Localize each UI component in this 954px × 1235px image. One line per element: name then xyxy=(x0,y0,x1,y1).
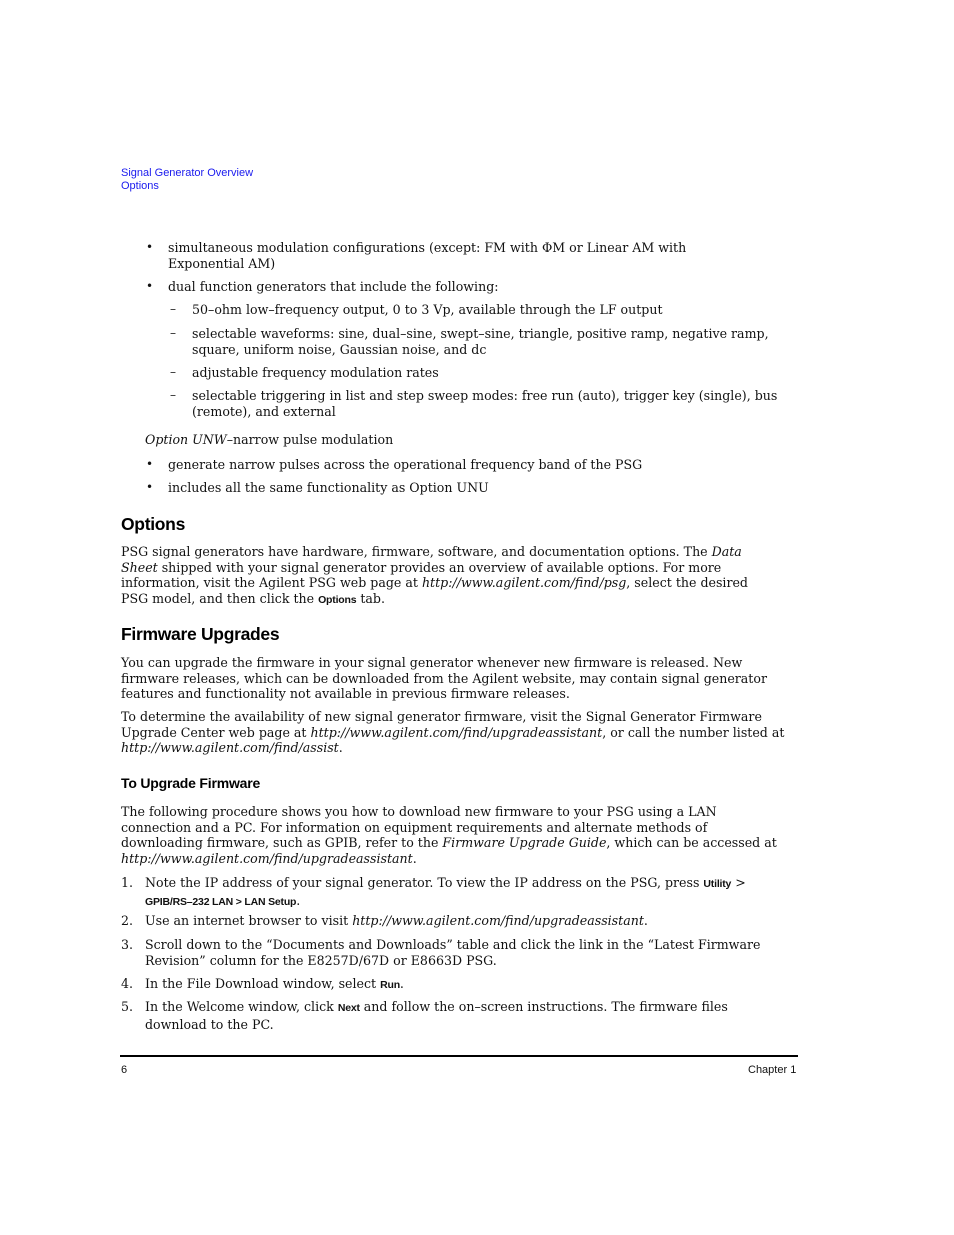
bullet-marker: • xyxy=(146,457,154,471)
step-5: In the Welcome window, click Next and follow the on–screen instructions. The firmware files download to the PC. xyxy=(145,999,728,1032)
utility-key: Utility xyxy=(703,878,732,890)
assist-link[interactable]: http://www.agilent.com/find/assist xyxy=(121,740,339,756)
breadcrumb-section-link[interactable]: Options xyxy=(121,180,159,192)
gpib-rs232-lan-key: GPIB/RS–232 LAN xyxy=(145,895,234,908)
upgrade-intro-paragraph: The following procedure shows you how to download new firmware to your PSG using a LAN connection and a PC. For information on equipment requirements and alternate methods of downloading firmware, such as GPIB, refer to the Firmware Upgrade Guide, which can be accessed at http://www.agilent.com/find/upgradeassistant. xyxy=(121,804,777,866)
step-number: 5. xyxy=(121,999,134,1014)
sub-list-item: selectable waveforms: sine, dual–sine, swept–sine, triangle, positive ramp, negative ramp, square, uniform noise, Gaussian noise, and dc xyxy=(192,326,769,357)
sub-list-item: selectable triggering in list and step sweep modes: free run (auto), trigger key (single), bus (remote), and external xyxy=(192,388,778,419)
list-item: includes all the same functionality as Option UNU xyxy=(168,480,489,495)
list-item: dual function generators that include the following: xyxy=(168,279,499,294)
step-2: Use an internet browser to visit http://www.agilent.com/find/upgradeassistant. xyxy=(145,913,648,928)
psg-web-link[interactable]: http://www.agilent.com/find/psg xyxy=(421,575,627,591)
list-item: simultaneous modulation configurations (except: FM with ΦM or Linear AM with Exponential AM) xyxy=(168,240,687,271)
step-3: Scroll down to the “Documents and Downloads” table and click the link in the “Latest Firmware Revision” column for the E8257D/67D or E8663D PSG. xyxy=(145,937,761,968)
options-paragraph: PSG signal generators have hardware, firmware, software, and documentation options. The Data Sheet shipped with your signal generator provides an overview of available options. For more information, visit the Agilent PSG web page at http://www.agilent.com/find/psg, select the desired PSG model, and then click the Options tab. xyxy=(121,544,748,606)
dash-marker: – xyxy=(170,388,176,402)
page-number: 6 xyxy=(121,1064,128,1076)
step-number: 4. xyxy=(121,976,134,991)
breadcrumb-chapter-link[interactable]: Signal Generator Overview xyxy=(121,167,254,179)
list-item: generate narrow pulses across the operational frequency band of the PSG xyxy=(168,457,643,472)
next-key: Next xyxy=(337,1002,360,1014)
chapter-label: Chapter 1 xyxy=(748,1064,797,1076)
step-4: In the File Download window, select Run. xyxy=(145,976,404,991)
upgrade-assistant-link[interactable]: http://www.agilent.com/find/upgradeassistant xyxy=(352,913,644,928)
data-sheet-ref: Data Sheet xyxy=(121,544,742,575)
bullet-marker: • xyxy=(146,279,154,293)
lan-setup-key: LAN Setup xyxy=(244,895,297,908)
sub-list-item: adjustable frequency modulation rates xyxy=(192,365,439,380)
options-heading: Options xyxy=(121,514,186,534)
to-upgrade-firmware-heading: To Upgrade Firmware xyxy=(121,775,261,791)
bullet-marker: • xyxy=(146,240,154,254)
sub-list-item: 50–ohm low–frequency output, 0 to 3 Vp, available through the LF output xyxy=(192,302,663,317)
step-1: Note the IP address of your signal generator. To view the IP address on the PSG, press Utility > GPIB/RS–232 LAN > LAN Setup. xyxy=(145,875,746,908)
breadcrumb xyxy=(121,167,253,193)
step-number: 1. xyxy=(121,875,134,890)
firmware-upgrade-guide-ref: Firmware Upgrade Guide xyxy=(442,835,607,851)
option-unw-line xyxy=(145,432,785,448)
firmware-paragraph-1: You can upgrade the firmware in your signal generator whenever new firmware is released. New firmware releases, which can be downloaded from the Agilent website, may contain signal generator features and functionality not available in previous firmware releases. xyxy=(121,655,767,702)
firmware-upgrades-heading: Firmware Upgrades xyxy=(121,624,280,644)
step-number: 3. xyxy=(121,937,134,952)
run-key: Run xyxy=(380,979,400,991)
footer-divider xyxy=(120,1055,798,1057)
option-unw-label: Option UNW xyxy=(145,432,227,447)
dash-marker: – xyxy=(170,326,176,340)
upgrade-assistant-link[interactable]: http://www.agilent.com/find/upgradeassistant xyxy=(310,724,603,740)
dash-marker: – xyxy=(170,302,176,316)
option-unw-text: –narrow pulse modulation xyxy=(226,432,394,447)
bullet-marker: • xyxy=(146,480,154,494)
step-number: 2. xyxy=(121,913,134,928)
upgrade-assistant-link[interactable]: http://www.agilent.com/find/upgradeassistant xyxy=(121,850,413,866)
options-tab-key: Options xyxy=(318,593,357,606)
firmware-paragraph-2: To determine the availability of new signal generator firmware, visit the Signal Generator Firmware Upgrade Center web page at http://www.agilent.com/find/upgradeassistant, or call the number listed at http://www.agilent.com/find/assist. xyxy=(121,709,785,756)
dash-marker: – xyxy=(170,365,176,379)
